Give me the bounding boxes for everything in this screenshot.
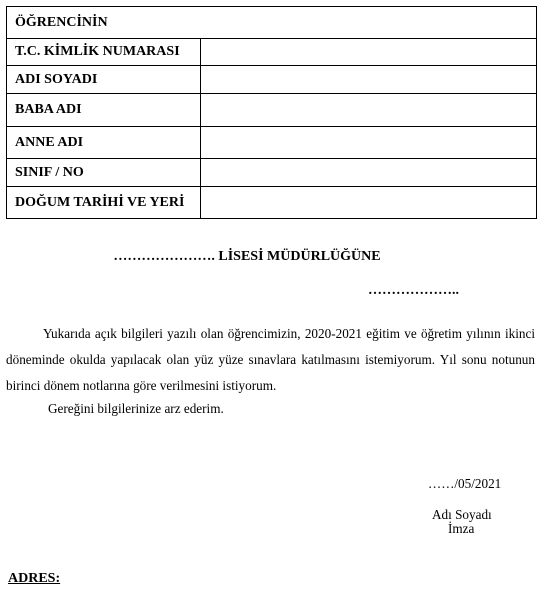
table-header: ÖĞRENCİNİN (7, 7, 537, 39)
row-label-father: BABA ADI (7, 94, 201, 127)
row-value-class[interactable] (201, 159, 537, 187)
row-value-birth[interactable] (201, 187, 537, 219)
closing-line: Gereğini bilgilerinize arz ederim. (48, 401, 224, 416)
signature-block (432, 508, 492, 536)
table-row (7, 159, 537, 187)
addressee-heading: …………………. LİSESİ MÜDÜRLÜĞÜNE (113, 249, 381, 264)
row-label-birth: DOĞUM TARİHİ VE YERİ (7, 187, 201, 219)
row-value-father[interactable] (201, 94, 537, 127)
row-label-tc: T.C. KİMLİK NUMARASI (7, 39, 201, 66)
date-line: ……/05/2021 (428, 476, 502, 491)
row-label-class: SINIF / NO (7, 159, 201, 187)
row-value-name[interactable] (201, 66, 537, 94)
city-placeholder: ……………….. (368, 283, 459, 298)
student-info-table (6, 6, 537, 219)
table-row (7, 66, 537, 94)
table-row (7, 127, 537, 159)
row-value-mother[interactable] (201, 127, 537, 159)
address-label: ADRES: (8, 571, 61, 586)
table-row (7, 39, 537, 66)
table-header-row (7, 7, 537, 39)
sign-label: İmza (448, 521, 475, 536)
row-label-mother: ANNE ADI (7, 127, 201, 159)
row-label-name: ADI SOYADI (7, 66, 201, 94)
table-row (7, 94, 537, 127)
letter-body (6, 321, 535, 399)
sign-name: Adı Soyadı (432, 507, 492, 522)
table-row (7, 187, 537, 219)
letter-paragraph: Yukarıda açık bilgileri yazılı olan öğrencimizin, 2020-2021 eğitim ve öğretim yılının ikinci döneminde okulda yapılacak olan yüz yüze sınavlara katılmasını istemiyorum. Yıl sonu notunun birinci dönem notlarına göre verilmesini istiyorum. (6, 326, 535, 393)
row-value-tc[interactable] (201, 39, 537, 66)
